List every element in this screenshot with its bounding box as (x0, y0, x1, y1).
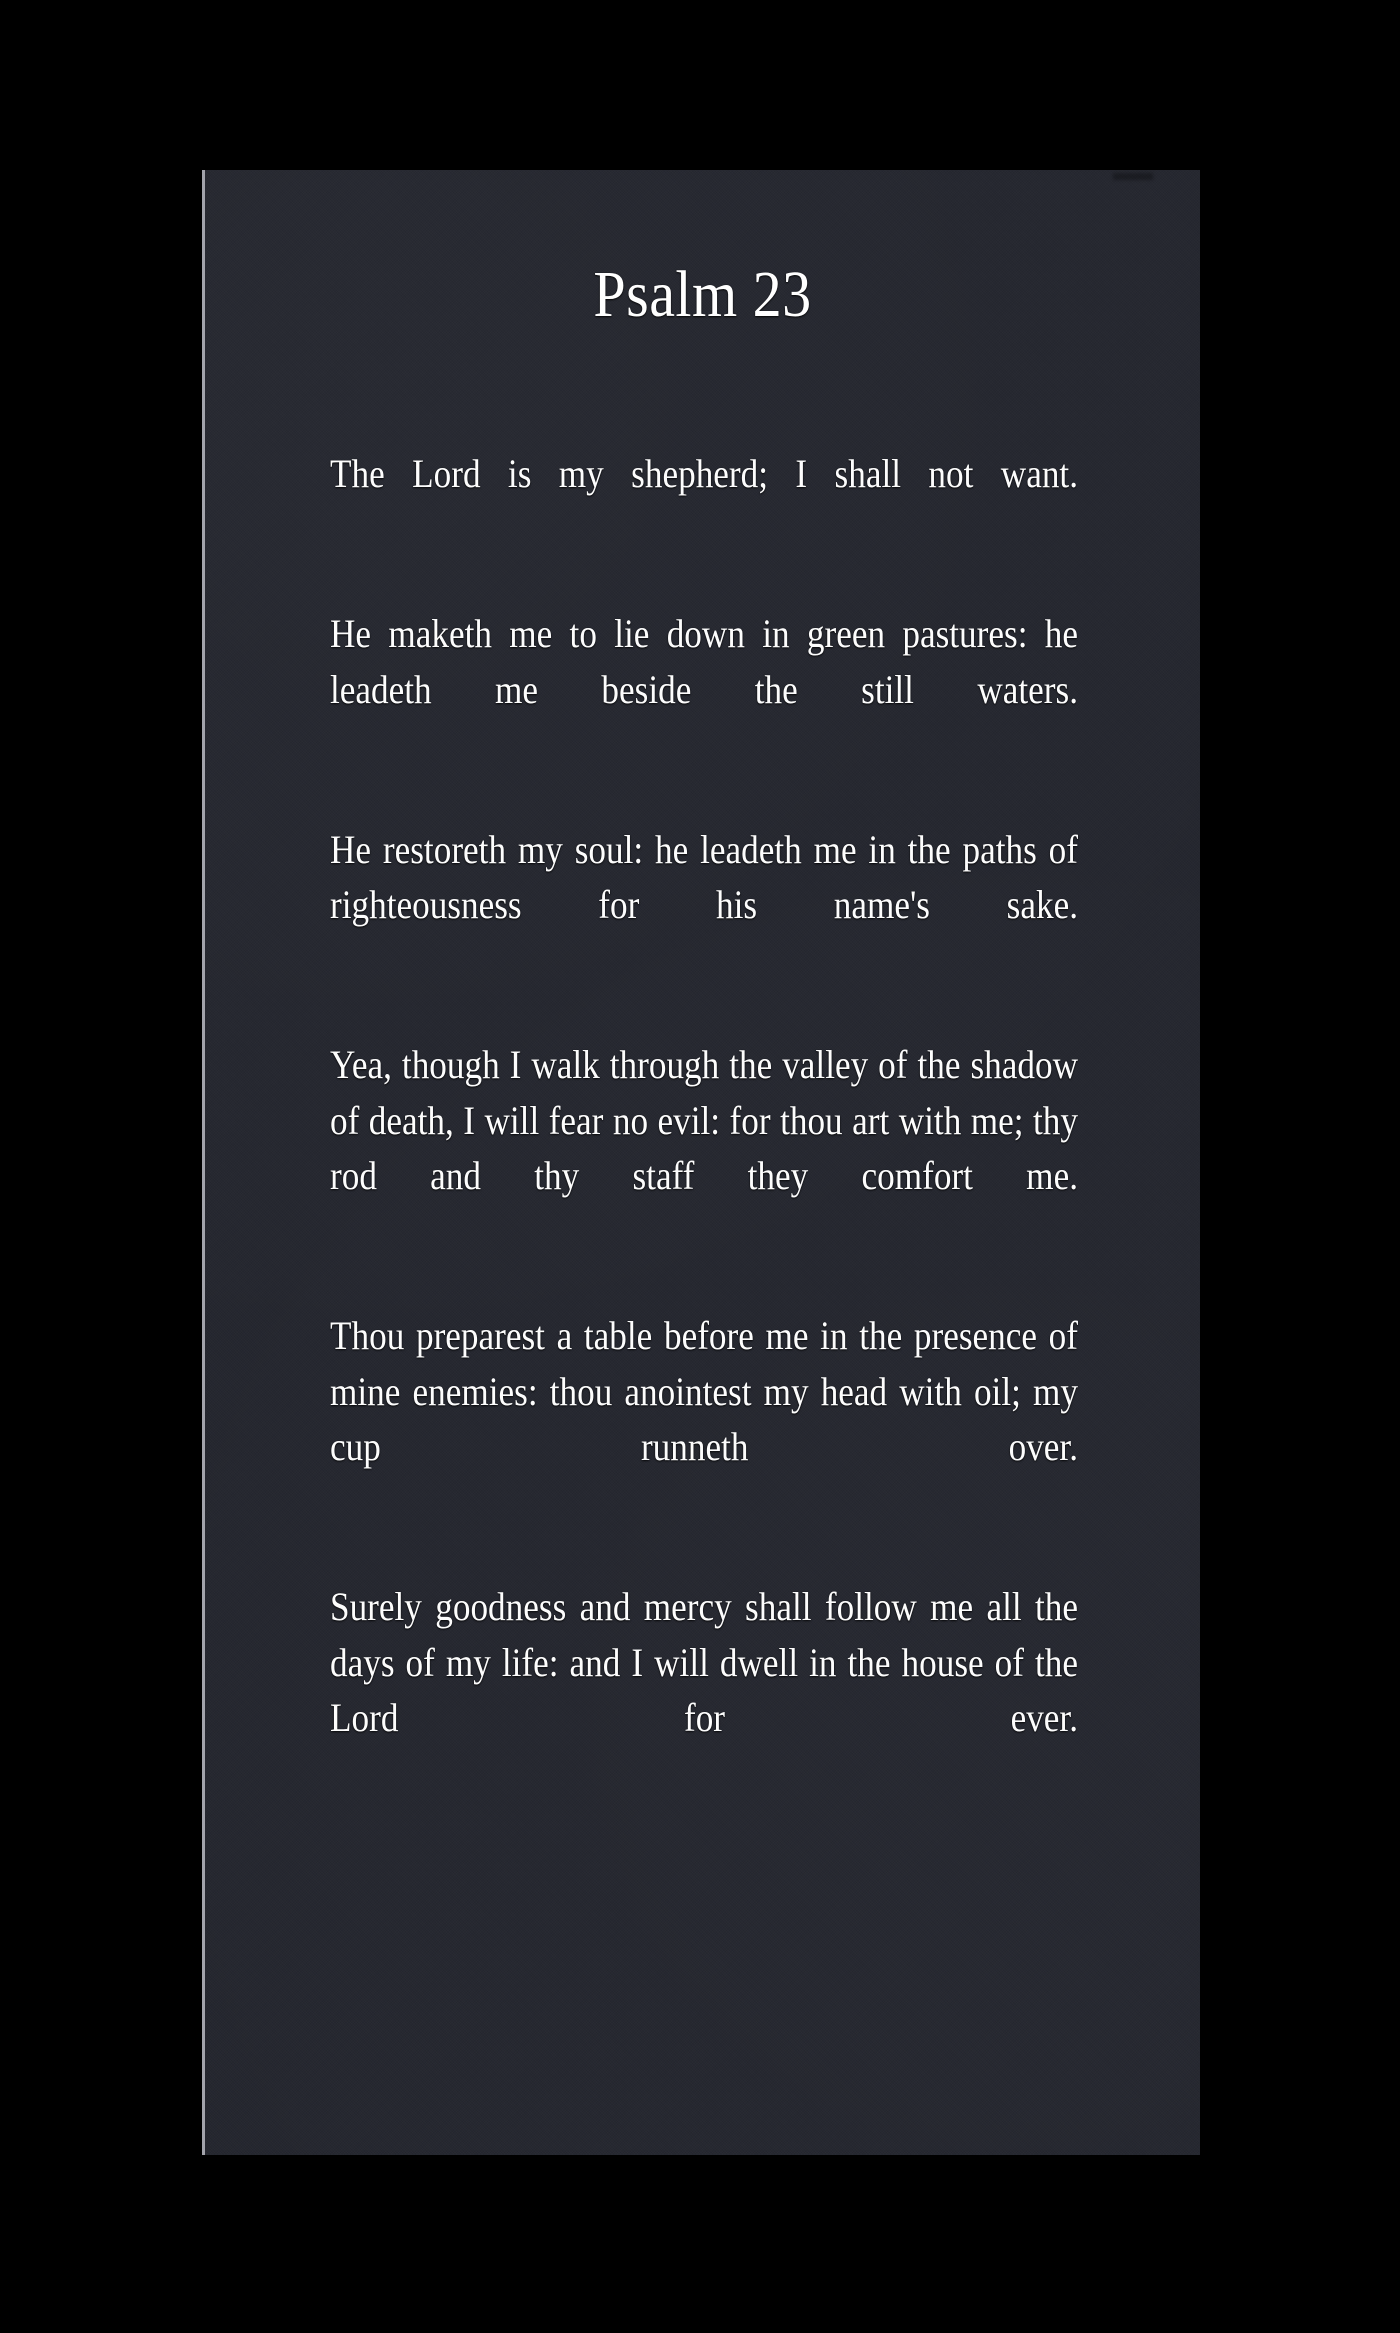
page-title: Psalm 23 (593, 258, 812, 331)
psalm-card (202, 170, 1200, 2155)
verse-paragraph: The Lord is my shepherd; I shall not want. (330, 451, 1078, 496)
verse-paragraph: He maketh me to lie down in green pastures: he leadeth me beside the still waters. (330, 611, 1078, 712)
verse-paragraph: Surely goodness and mercy shall follow me all the days of my life: and I will dwell in the house of the Lord for ever. (330, 1584, 1078, 1740)
verse-paragraph: Thou preparest a table before me in the presence of mine enemies: thou anointest my head with oil; my cup runneth over. (330, 1313, 1078, 1469)
verse-paragraph: He restoreth my soul: he leadeth me in the paths of righteousness for his name's sake. (330, 826, 1078, 927)
verse-list (330, 446, 1180, 1801)
verse-paragraph: Yea, though I walk through the valley of the shadow of death, I will fear no evil: for thou art with me; thy rod and thy staff they comfort me. (330, 1042, 1078, 1198)
